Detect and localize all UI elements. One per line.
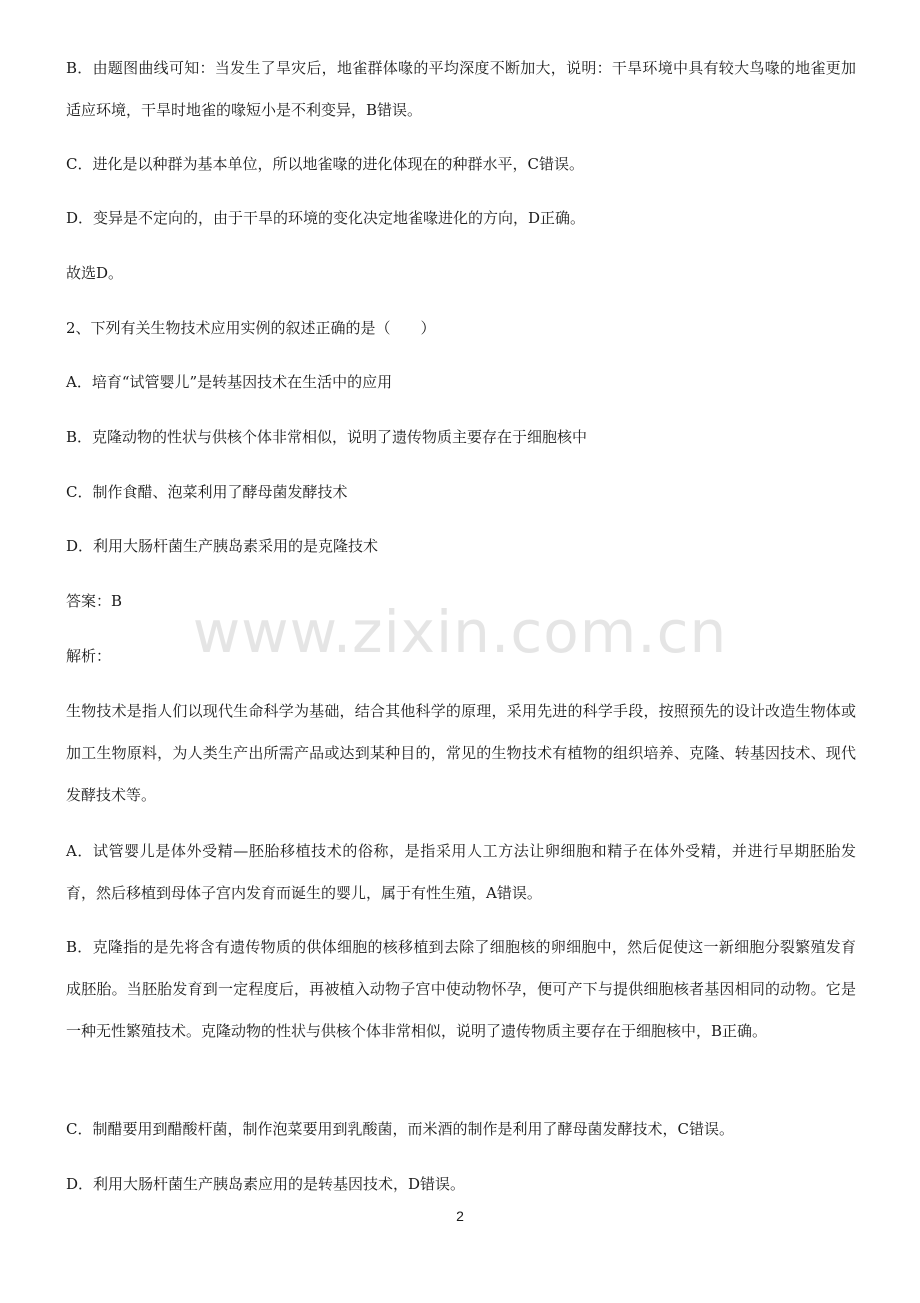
question-2-option-a: A．培育“试管婴儿”是转基因技术在生活中的应用 [66,373,393,391]
paragraph-option-d-analysis: D．变异是不定向的，由于干旱的环境的变化决定地雀喙进化的方向，D正确。 [66,209,586,227]
analysis-heading: 解析： [66,647,112,665]
answer-line: 答案：B [66,592,123,610]
paragraph-option-b-analysis: B．由题图曲线可知：当发生了旱灾后，地雀群体喙的平均深度不断加大，说明：干旱环境中具有较大鸟喙的地雀更加适应环境，干旱时地雀的喙短小是不利变异，B错误。 [66,59,856,119]
question-2-option-c: C．制作食醋、泡菜利用了酵母菌发酵技术 [66,483,348,501]
analysis-option-d: D．利用大肠杆菌生产胰岛素应用的是转基因技术，D错误。 [66,1175,466,1193]
question-2-stem: 2、下列有关生物技术应用实例的叙述正确的是（ ） [66,319,436,337]
question-2-option-b: B．克隆动物的性状与供核个体非常相似，说明了遗传物质主要存在于细胞核中 [66,428,588,446]
question-2-option-d: D．利用大肠杆菌生产胰岛素采用的是克隆技术 [66,537,379,555]
analysis-intro: 生物技术是指人们以现代生命科学为基础，结合其他科学的原理，采用先进的科学手段，按照预先的设计改造生物体或加工生物原料，为人类生产出所需产品或达到某种目的，常见的生物技术有植物的组织培养、克隆、转基因技术、现代发酵技术等。 [66,702,856,804]
analysis-option-a: A．试管婴儿是体外受精—胚胎移植技术的俗称，是指采用人工方法让卵细胞和精子在体外受精，并进行早期胚胎发育，然后移植到母体子宫内发育而诞生的婴儿，属于有性生殖，A错误。 [66,842,856,902]
analysis-option-b: B．克隆指的是先将含有遗传物质的供体细胞的核移植到去除了细胞核的卵细胞中，然后促使这一新细胞分裂繁殖发育成胚胎。当胚胎发育到一定程度后，再被植入动物子宫中使动物怀孕，便可产下与提供细胞核者基因相同的动物。它是一种无性繁殖技术。克隆动物的性状与供核个体非常相似，说明了遗传物质主要存在于细胞核中，B正确。 [66,938,856,1040]
analysis-option-c: C．制醋要用到醋酸杆菌，制作泡菜要用到乳酸菌，而米酒的制作是利用了酵母菌发酵技术，C错误。 [66,1120,734,1138]
paragraph-conclusion: 故选D。 [66,264,124,282]
watermark-text: www.zixin.com.cn [192,598,728,666]
page-number: 2 [456,1208,464,1224]
paragraph-option-c-analysis: C．进化是以种群为基本单位，所以地雀喙的进化体现在的种群水平，C错误。 [66,155,584,173]
